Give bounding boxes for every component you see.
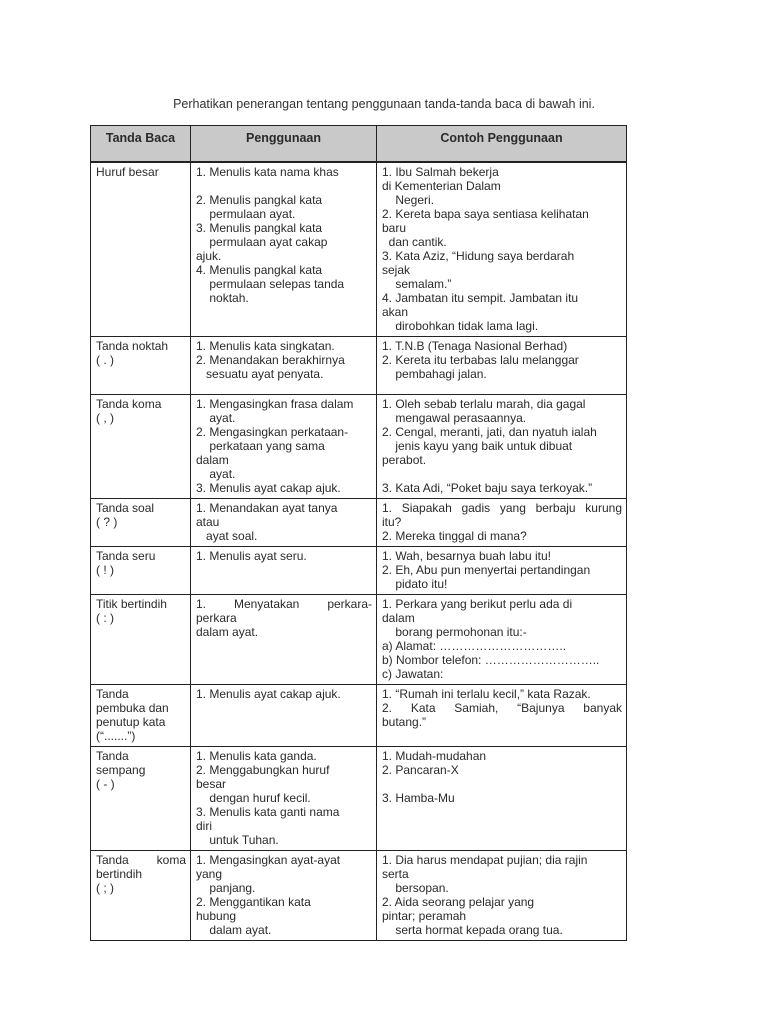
cell-punctuation-name: Tanda seru ( ! ) [91, 547, 191, 595]
cell-example: 1. Ibu Salmah bekerja di Kementerian Dalam Negeri. 2. Kereta bapa saya sentiasa kelihatan baru dan cantik. 3. Kata Aziz, “Hidung saya berdarah sejak semalam.” 4. Jambatan itu sempit. Jambatan itu akan dirobohkan tidak lama lagi. [377, 162, 627, 337]
cell-punctuation-name: Tanda soal ( ? ) [91, 499, 191, 547]
cell-punctuation-name: Tanda pembuka dan penutup kata (“.......”) [91, 685, 191, 747]
cell-usage: 1. Mengasingkan frasa dalam ayat. 2. Mengasingkan perkataan- perkataan yang sama dalam ayat. 3. Menulis ayat cakap ajuk. [191, 395, 377, 499]
table-row [91, 499, 627, 547]
cell-usage: 1. Menulis ayat cakap ajuk. [191, 685, 377, 747]
table-row [91, 547, 627, 595]
intro-text: Perhatikan penerangan tentang penggunaan tanda-tanda baca di bawah ini. [173, 97, 595, 111]
cell-example: 1. Siapakah gadis yang berbaju kurung itu? 2. Mereka tinggal di mana? [377, 499, 627, 547]
cell-usage: 1. Menulis kata nama khas 2. Menulis pangkal kata permulaan ayat. 3. Menulis pangkal kata permulaan ayat cakap ajuk. 4. Menulis pangkal kata permulaan selepas tanda noktah. [191, 162, 377, 337]
cell-example: 1. Mudah-mudahan 2. Pancaran-X 3. Hamba-Mu [377, 747, 627, 851]
cell-example: 1. “Rumah ini terlalu kecil,” kata Razak. 2. Kata Samiah, “Bajunya banyak butang.” [377, 685, 627, 747]
table-row [91, 685, 627, 747]
cell-usage: 1. Menandakan ayat tanya atau ayat soal. [191, 499, 377, 547]
table-row [91, 595, 627, 685]
cell-example: 1. Perkara yang berikut perlu ada di dalam borang permohonan itu:- a) Alamat: ………………………….. b) Nombor telefon: ……………………….. c) Jawatan: [377, 595, 627, 685]
table-row [91, 337, 627, 395]
cell-punctuation-name: Titik bertindih ( : ) [91, 595, 191, 685]
cell-usage: 1. Menulis ayat seru. [191, 547, 377, 595]
cell-usage: 1. Menulis kata singkatan. 2. Menandakan berakhirnya sesuatu ayat penyata. [191, 337, 377, 395]
cell-usage: 1. Mengasingkan ayat-ayat yang panjang. 2. Menggantikan kata hubung dalam ayat. [191, 851, 377, 941]
cell-example: 1. Dia harus mendapat pujian; dia rajin serta bersopan. 2. Aida seorang pelajar yang pintar; peramah serta hormat kepada orang tua. [377, 851, 627, 941]
table-row [91, 162, 627, 337]
cell-usage: 1. Menulis kata ganda. 2. Menggabungkan huruf besar dengan huruf kecil. 3. Menulis kata ganti nama diri untuk Tuhan. [191, 747, 377, 851]
header-penggunaan: Penggunaan [191, 126, 377, 163]
header-tanda-baca: Tanda Baca [91, 126, 191, 163]
cell-punctuation-name: Tanda koma bertindih ( ; ) [91, 851, 191, 941]
table-header-row [91, 126, 627, 163]
table-row [91, 395, 627, 499]
cell-punctuation-name: Huruf besar [91, 162, 191, 337]
cell-punctuation-name: Tanda koma ( , ) [91, 395, 191, 499]
table-row [91, 747, 627, 851]
header-contoh-penggunaan: Contoh Penggunaan [377, 126, 627, 163]
cell-punctuation-name: Tanda sempang ( - ) [91, 747, 191, 851]
cell-example: 1. Wah, besarnya buah labu itu! 2. Eh, Abu pun menyertai pertandingan pidato itu! [377, 547, 627, 595]
cell-example: 1. T.N.B (Tenaga Nasional Berhad) 2. Kereta itu terbabas lalu melanggar pembahagi jalan. [377, 337, 627, 395]
cell-example: 1. Oleh sebab terlalu marah, dia gagal mengawal perasaannya. 2. Cengal, meranti, jati, dan nyatuh ialah jenis kayu yang baik untuk dibuat perabot. 3. Kata Adi, “Poket baju saya terkoyak.” [377, 395, 627, 499]
cell-usage: 1. Menyatakan perkara- perkara dalam ayat. [191, 595, 377, 685]
cell-punctuation-name: Tanda noktah ( . ) [91, 337, 191, 395]
table-row [91, 851, 627, 941]
punctuation-table [90, 125, 627, 941]
